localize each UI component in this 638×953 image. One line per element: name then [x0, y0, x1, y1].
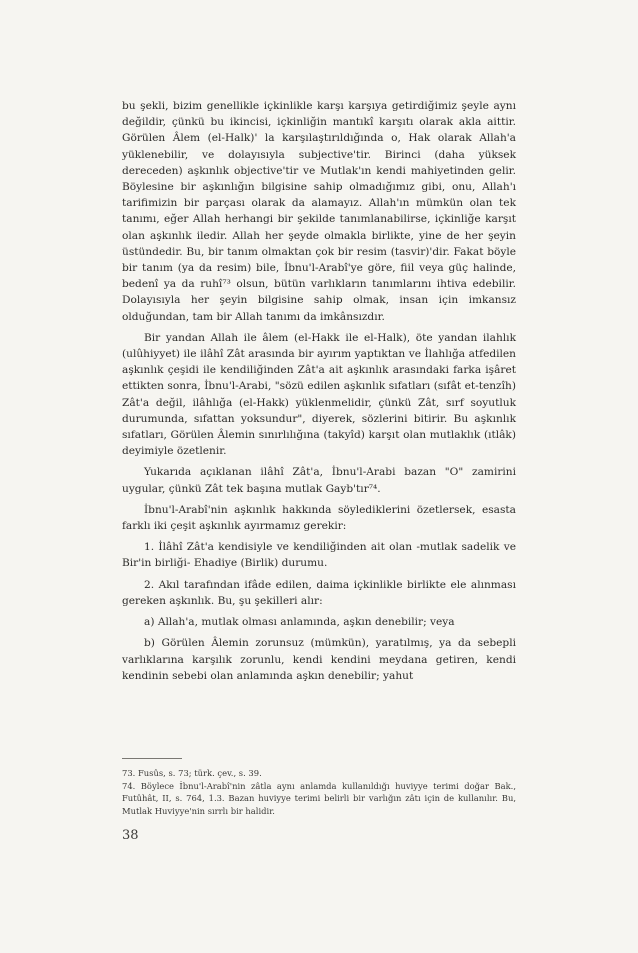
paragraph-8: b) Görülen Âlemin zorunsuz (mümkün), yaratılmış, ya da sebepli varlıklarına karşılık zorunlu, kendi kendini meydana getiren, kendi kendinin sebebi olan anlamında aşkın denebilir; yahut [122, 637, 516, 682]
page-number: 38 [122, 828, 139, 843]
paragraph-6: 2. Akıl tarafından ifâde edilen, daima içkinlikle birlikte ele alınması gereken aşkınlık. Bu, şu şekilleri alır: [122, 578, 516, 607]
body-text [122, 98, 516, 689]
paragraph-1: bu şekli, bizim genellikle içkinlikle karşı karşıya getirdiğimiz şeyle aynı değildir, çünkü bu ikincisi, içkinliğin mantıkî karşıtı olarak akla aittir. Görülen Âlem (el-Halk)' la karşılaştırıldığında o, Hak olarak Allah'a yüklenebilir, ve dolayısıyla subjective'tir. Birinci (daha yüksek dereceden) aşkınlık objective'tir ve Mutlak'ın kendi mahiyetinden gelir. Böylesine bir aşkınlığın bilgisine sahip olmadığımız gibi, onu, Allah'ı tarifimizin bir parçası olarak da alamayız. Allah'ın mümkün olan tek tanımı, eğer Allah herhangi bir şekilde tanımlanabilirse, içkinliğe karşıt olan aşkınlık iledir. Allah her şeyde olmakla birlikte, yine de her şeyin üstündedir. Bu, bir tanım olmaktan çok bir resim (tasvir)'dir. Fakat böyle bir tanım (ya da resim) bile, İbnu'l-Arabî'ye göre, fiil veya güç halinde, bedenî ya da ruhî⁷³ olsun, bütün varlıkların tanımlarını ihtiva edebilir. Dolayısıyla her şeyin bilgisine sahip olmak, insan için imkansız olduğundan, tam bir Allah tanımı da imkânsızdır. [122, 100, 516, 323]
footnote-74: 74. Böylece İbnu'l-Arabî'nin zâtla aynı anlamda kullanıldığı huviyye terimi doğar Bak., Futûhât, II, s. 764, 1.3. Bazan huviyye terimi belirli bir varlığın zâtı için de kullanılır. Bu, Mutlak Huviyye'nin sırrlı bir halidir. [122, 780, 516, 816]
footnote-73: 73. Fusûs, s. 73; türk. çev., s. 39. [122, 768, 262, 778]
paragraph-3: Yukarıda açıklanan ilâhî Zât'a, İbnu'l-Arabi bazan "O" zamirini uygular, çünkü Zât tek başına mutlak Gayb'tır⁷⁴. [122, 466, 516, 495]
footnotes [122, 767, 516, 817]
paragraph-2: Bir yandan Allah ile âlem (el-Hakk ile el-Halk), öte yandan ilahlık (ulûhiyyet) ile ilâhî Zât arasında bir ayırım yaptıktan ve İlahlığa atfedilen aşkınlık çeşidi ile kendiliğinden Zât'a ait aşkınlık arasındaki farka işâret ettikten sonra, İbnu'l-Arabi, "sözü edilen aşkınlık sıfatları (sıfât et-tenzîh) Zât'a değil, ilâhlığa (el-Hakk) yüklenmelidir, çünkü Zât, sırf soyutluk durumunda, sıfattan yoksundur", diyerek, sözlerini bitirir. Bu aşkınlık sıfatları, Görülen Âlemin sınırlılığına (takyîd) karşıt olan mutlaklık (ıtlâk) deyimiyle özetlenir. [122, 331, 516, 458]
paragraph-5: 1. İlâhî Zât'a kendisiyle ve kendiliğinden ait olan -mutlak sadelik ve Bir'in birliği- Ehadiye (Birlik) durumu. [122, 541, 516, 570]
footnote-divider [122, 758, 182, 759]
paragraph-7: a) Allah'a, mutlak olması anlamında, aşkın denebilir; veya [144, 616, 455, 629]
paragraph-4: İbnu'l-Arabî'nin aşkınlık hakkında söylediklerini özetlersek, esasta farklı iki çeşit aşkınlık ayırmamız gerekir: [122, 503, 516, 533]
